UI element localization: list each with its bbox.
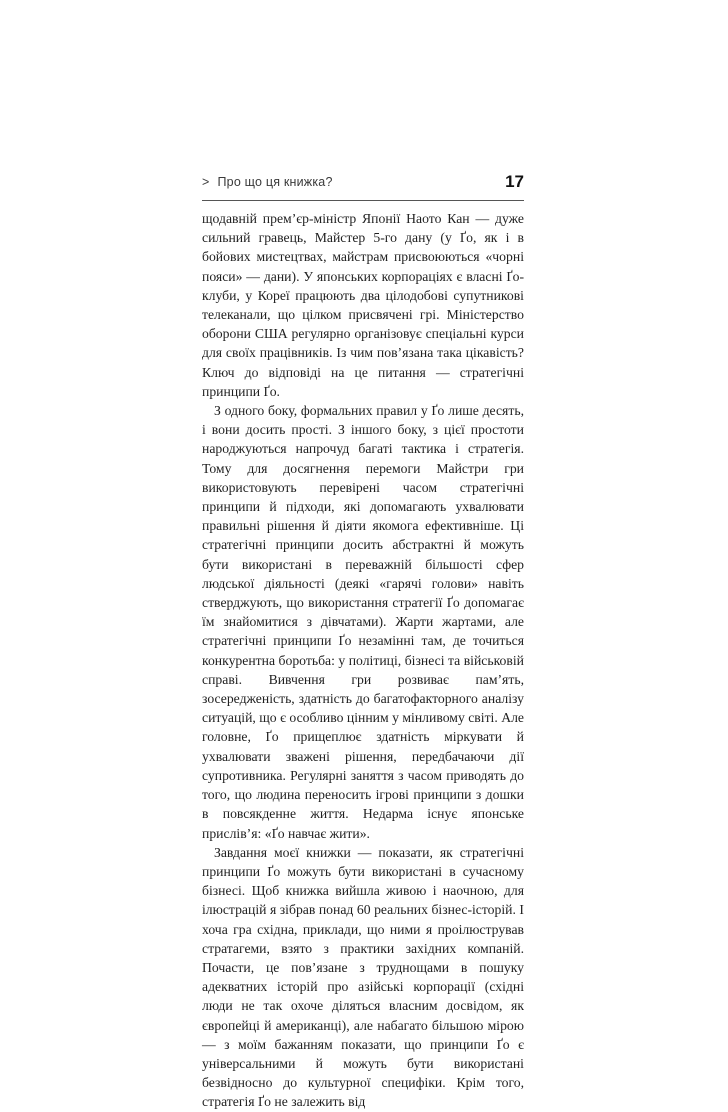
- header-divider: [202, 200, 524, 201]
- body-text: [202, 209, 524, 1112]
- paragraph-2: З одного боку, формальних правил у Ґо лише десять, і вони досить прості. З іншого боку, з цієї простоти народжуються напрочуд багаті тактика і стратегія. Тому для досягнення перемоги Майстри гри використовують перевірені часом стратегічні принципи й підходи, які допомагають ухвалювати правильні рішення й діяти якомога ефективніше. Ці стратегічні принципи досить абстрактні й можуть бути використані в переважній більшості сфер людської діяльності (деякі «гарячі голови» навіть стверджують, що використання стратегії Ґо допомагає їм знайомитися з дівчатами). Жарти жартами, але стратегічні принципи Ґо незамінні там, де точиться конкурентна боротьба: у політиці, бізнесі та військовій справі. Вивчення гри розвиває пам’ять, зосередженість, здатність до багатофакторного аналізу ситуацій, що є особливо цінним у мінливому світі. Але головне, Ґо прищеплює здатність міркувати й ухвалювати зважені рішення, передбачаючи дії супротивника. Регулярні заняття з часом приводять до того, що людина переносить ігрові принципи з дошки в повсякденне життя. Недарма існує японське прислів’я: «Ґо навчає жити».: [202, 403, 524, 841]
- running-title: [202, 175, 333, 189]
- paragraph-1: щодавній прем’єр-міністр Японії Наото Кан — дуже сильний гравець, Майстер 5-го дану (у Ґо, як і в бойових мистецтвах, майстрам присвоюються «чорні пояси» — дани). У японських корпораціях є власні Ґо-клуби, у Кореї працюють два цілодобові супутникові телеканали, що цілком присвячені грі. Міністерство оборони США регулярно організовує спеціальні курси для своїх працівників. Із чим пов’язана така цікавість? Ключ до відповіді на це питання — стратегічні принципи Ґо.: [202, 211, 524, 399]
- running-header: [202, 172, 524, 197]
- page-number: 17: [505, 172, 524, 191]
- chevron-right-icon: >: [202, 175, 210, 189]
- running-title-text: Про що ця книжка?: [217, 175, 333, 189]
- paragraph-3: Завдання моєї книжки — показати, як стратегічні принципи Ґо можуть бути використані в сучасному бізнесі. Щоб книжка вийшла живою і наочною, для ілюстрацій я зібрав понад 60 реальних бізнес-історій. І хоча гра східна, приклади, що ними я проілюстрував стратагеми, взято з практики західних компаній. Почасти, це пов’язане з труднощами в пошуку адекватних історій про азійські корпорації (східні люди не так охоче діляться власним досвідом, як європейці й американці), але набагато більшою мірою — з моїм бажанням показати, що принципи Ґо є універсальними й можуть бути використані безвідносно до культурної специфіки. Крім того, стратегія Ґо не залежить від: [202, 844, 524, 1110]
